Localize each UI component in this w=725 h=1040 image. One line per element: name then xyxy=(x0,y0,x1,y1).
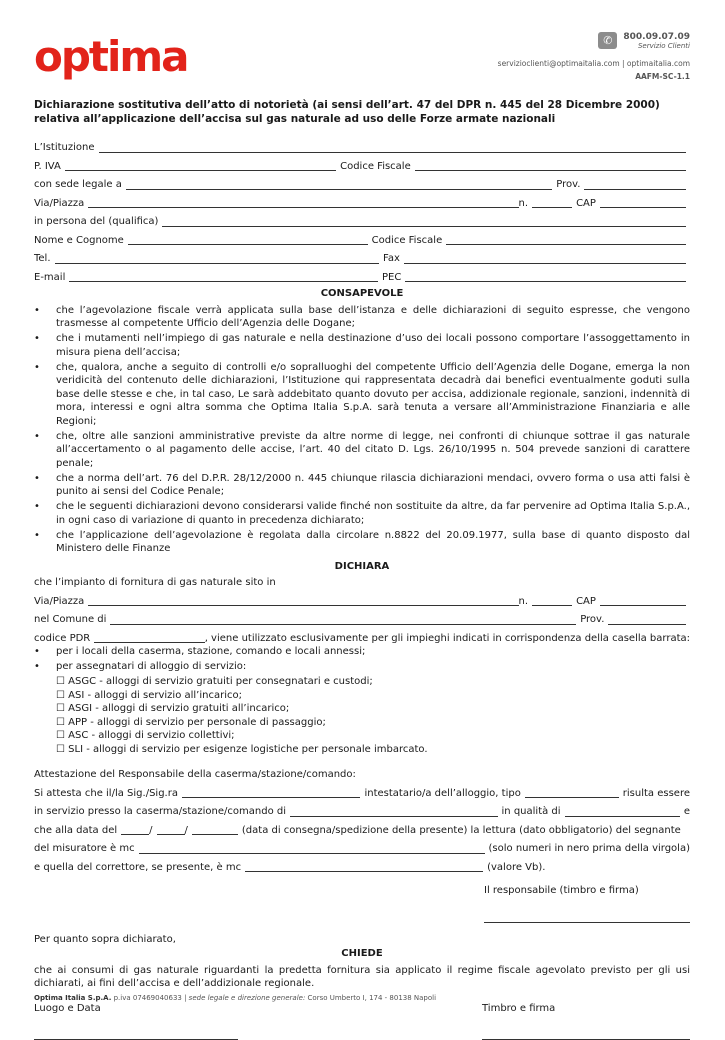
option-asgc[interactable]: ☐ ASGC - alloggi di servizio gratuiti per consegnatari e custodi; xyxy=(34,675,690,689)
label-prov: Prov. xyxy=(556,178,580,192)
field-piva-cf xyxy=(34,155,690,174)
field-pdr xyxy=(34,627,690,646)
list-item: • per i locali della caserma, stazione, comando e locali annessi; xyxy=(34,645,690,659)
label-impianto-n: n. xyxy=(519,595,529,609)
label-luogo-data: Luogo e Data xyxy=(34,1002,238,1016)
list-item: • che a norma dell’art. 76 del D.P.R. 28/12/2000 n. 445 chiunque rilascia dichiarazioni mendaci, ovvero forma o usa atti falsi è punito ai sensi del Codice Penale; xyxy=(34,472,690,499)
input-pdr[interactable] xyxy=(94,632,204,643)
option-asc[interactable]: ☐ ASC - alloggi di servizio collettivi; xyxy=(34,729,690,743)
per-quanto: Per quanto sopra dichiarato, xyxy=(34,933,690,947)
input-impianto-n[interactable] xyxy=(532,595,572,606)
footer-address: Corso Umberto I, 174 - 80138 Napoli xyxy=(305,994,436,1002)
input-giorno[interactable] xyxy=(121,824,149,835)
input-istituzione[interactable] xyxy=(99,142,686,153)
email-line[interactable]: servizioclienti@optimaitalia.com | optimaitalia.com xyxy=(498,59,690,68)
input-pec[interactable] xyxy=(405,271,686,282)
label-tel: Tel. xyxy=(34,252,51,266)
label-misuratore: del misuratore è mc xyxy=(34,842,135,856)
input-timbro-firma[interactable] xyxy=(482,1015,690,1040)
input-impianto-cap[interactable] xyxy=(600,595,686,606)
label-persona: in persona del (qualifica) xyxy=(34,215,158,229)
dichiara-intro: che l’impianto di fornitura di gas naturale sito in xyxy=(34,576,690,590)
label-n: n. xyxy=(519,197,529,211)
option-asgi[interactable]: ☐ ASGI - alloggi di servizio gratuiti all’incarico; xyxy=(34,702,690,716)
label-intestatario: intestatario/a dell’alloggio, tipo xyxy=(364,787,520,801)
sep-2: / xyxy=(185,824,188,838)
input-impianto-via[interactable] xyxy=(88,595,518,606)
field-email-pec xyxy=(34,266,690,285)
input-email[interactable] xyxy=(69,271,378,282)
label-comune: nel Comune di xyxy=(34,613,106,627)
input-cap[interactable] xyxy=(600,197,686,208)
input-qualita[interactable] xyxy=(565,806,680,817)
input-codice-fiscale[interactable] xyxy=(415,160,686,171)
label-qualita: in qualità di xyxy=(502,805,561,819)
label-vb: (valore Vb). xyxy=(487,861,545,875)
list-item: • che, oltre alle sanzioni amministrative previste da altre norme di legge, nei confronti di chiunque sottrae il gas naturale all’accertamento o al pagamento delle accise, l’art. 40 del citato D. Lgs. 26/10/1995 n. 504 prevede sanzioni di carattere penale; xyxy=(34,430,690,471)
input-anno[interactable] xyxy=(192,824,238,835)
label-impianto-via: Via/Piazza xyxy=(34,595,84,609)
label-solo-numeri: (solo numeri in nero prima della virgola) xyxy=(489,842,690,856)
attestazione-heading: Attestazione del Responsabile della caserma/stazione/comando: xyxy=(34,768,690,782)
label-pdr: codice PDR xyxy=(34,632,90,646)
field-via xyxy=(34,192,690,211)
attestazione-line-5 xyxy=(34,856,690,875)
label-e: e xyxy=(684,805,690,819)
phone-number[interactable]: 800.09.07.09 xyxy=(623,32,690,42)
label-nome-cognome: Nome e Cognome xyxy=(34,234,124,248)
doc-code: AAFM-SC-1.1 xyxy=(498,72,690,81)
label-cap: CAP xyxy=(576,197,596,211)
sep-1: / xyxy=(149,824,152,838)
attestazione-line-2 xyxy=(34,800,690,819)
input-nome-cognome[interactable] xyxy=(128,234,368,245)
label-servizio: in servizio presso la caserma/stazione/comando di xyxy=(34,805,286,819)
label-impianto-cap: CAP xyxy=(576,595,596,609)
footer-sede-label: sede legale e direzione generale: xyxy=(189,994,306,1002)
input-n[interactable] xyxy=(532,197,572,208)
footer xyxy=(34,994,436,1002)
input-correttore[interactable] xyxy=(245,861,483,872)
list-item: • che l’agevolazione fiscale verrà applicata sulla base dell’istanza e delle dichiarazioni di seguito espresse, che vengono trasmesse al competente Ufficio dell’Agenzia delle Dogane; xyxy=(34,304,690,331)
label-sig: Si attesta che il/la Sig./Sig.ra xyxy=(34,787,178,801)
label-data: che alla data del xyxy=(34,824,117,838)
label-responsabile: Il responsabile (timbro e firma) xyxy=(484,884,690,898)
input-persona[interactable] xyxy=(162,216,686,227)
label-lettura: (data di consegna/spedizione della presente) la lettura (dato obbligatorio) del segnante xyxy=(242,824,681,838)
label-correttore: e quella del correttore, se presente, è mc xyxy=(34,861,241,875)
input-caserma[interactable] xyxy=(290,806,498,817)
list-item: • che i mutamenti nell’impiego di gas naturale e nella destinazione d’uso dei locali possono comportare l’assoggettamento in misura piena dell’accisa; xyxy=(34,332,690,359)
list-item: • che, qualora, anche a seguito di controlli e/o sopralluoghi del competente Ufficio dell’Agenzia delle Dogane, emerga la non veridicità del contenuto delle dichiarazioni, l’Istituzione qui rappresentata decadrà dai benefici eventualmente goduti sulla base delle stesse e che, in tal caso, Le sarà addebitato quanto dovuto per accisa, addizionale regionale, sanzioni, indennità di mora, interessi e ogni altra somma che Optima Italia S.p.A. sarà tenuta a versare all’Amministrazione Finanziaria e alle Regioni; xyxy=(34,361,690,429)
input-luogo-data[interactable] xyxy=(34,1015,238,1040)
label-piva: P. IVA xyxy=(34,160,61,174)
field-impianto-via xyxy=(34,590,690,609)
list-item: • che l’applicazione dell’agevolazione è regolata dalla circolare n.8822 del 20.09.1977, sulla base di quanto disposto dal Ministero delle Finanze xyxy=(34,529,690,556)
page-title: Dichiarazione sostitutiva dell’atto di notorietà (ai sensi dell’art. 47 del DPR n. 445 del 28 Dicembre 2000) relativa all’applicazione dell’accisa sul gas naturale ad uso delle Forze armate nazionali xyxy=(34,98,690,126)
input-via-piazza[interactable] xyxy=(88,197,518,208)
input-misuratore[interactable] xyxy=(139,843,485,854)
chiede-text: che ai consumi di gas naturale riguardanti la predetta fornitura sia applicato il regime fiscale agevolato previsto per gli usi dichiarati, ai fini dell’accisa e dell’addizionale regionale. xyxy=(34,964,690,991)
input-mese[interactable] xyxy=(157,824,185,835)
input-sig[interactable] xyxy=(182,787,361,798)
label-impianto-prov: Prov. xyxy=(580,613,604,627)
label-via-piazza: Via/Piazza xyxy=(34,197,84,211)
heading-chiede: CHIEDE xyxy=(34,947,690,961)
phone-icon: ✆ xyxy=(598,32,617,49)
heading-dichiara: DICHIARA xyxy=(34,560,690,574)
label-email: E-mail xyxy=(34,271,65,285)
responsabile-signature xyxy=(34,884,690,923)
heading-consapevole: CONSAPEVOLE xyxy=(34,287,690,301)
phone-label: Servizio Clienti xyxy=(623,42,690,50)
field-impianto-comune xyxy=(34,608,690,627)
input-comune[interactable] xyxy=(110,614,576,625)
input-responsabile-firma[interactable] xyxy=(484,900,690,923)
label-risulta: risulta essere xyxy=(623,787,690,801)
field-tel-fax xyxy=(34,247,690,266)
input-codice-fiscale-2[interactable] xyxy=(446,234,686,245)
input-tel[interactable] xyxy=(55,253,379,264)
footer-company: Optima Italia S.p.A. xyxy=(34,994,111,1002)
field-istituzione xyxy=(34,136,690,155)
list-item: • che le seguenti dichiarazioni devono considerarsi valide finché non sostituite da altre, da far pervenire ad Optima Italia S.p.A., in ogni caso di variazione di quanto in precedenza dichiarato; xyxy=(34,500,690,527)
attestazione-line-3 xyxy=(34,819,690,838)
input-sede-legale[interactable] xyxy=(126,179,552,190)
label-fax: Fax xyxy=(383,252,400,266)
impieghi-list xyxy=(34,645,690,674)
label-timbro-firma: Timbro e firma xyxy=(482,1002,690,1016)
pdr-suffix: , viene utilizzato esclusivamente per gli impieghi indicati in corrispondenza della casella barrata: xyxy=(205,632,690,646)
label-codice-fiscale: Codice Fiscale xyxy=(340,160,411,174)
input-impianto-prov[interactable] xyxy=(608,614,686,625)
list-item: • per assegnatari di alloggio di servizio: xyxy=(34,660,690,674)
consapevole-list xyxy=(34,304,690,556)
label-istituzione: L’Istituzione xyxy=(34,141,95,155)
option-sli[interactable]: ☐ SLI - alloggi di servizio per esigenze logistiche per personale imbarcato. xyxy=(34,743,690,757)
form-body xyxy=(34,98,690,1040)
footer-piva: p.iva 07469040633 | xyxy=(111,994,188,1002)
input-tipo[interactable] xyxy=(525,787,619,798)
input-prov[interactable] xyxy=(584,179,686,190)
label-sede-legale: con sede legale a xyxy=(34,178,122,192)
final-signatures xyxy=(34,1002,690,1040)
header-contacts xyxy=(498,32,690,81)
input-piva[interactable] xyxy=(65,160,336,171)
attestazione-line-4 xyxy=(34,837,690,856)
option-app[interactable]: ☐ APP - alloggi di servizio per personale di passaggio; xyxy=(34,716,690,730)
field-sede xyxy=(34,173,690,192)
field-nome-cf xyxy=(34,229,690,248)
attestazione-line-1 xyxy=(34,782,690,801)
label-codice-fiscale-2: Codice Fiscale xyxy=(372,234,443,248)
input-fax[interactable] xyxy=(404,253,686,264)
option-asi[interactable]: ☐ ASI - alloggi di servizio all’incarico; xyxy=(34,689,690,703)
optima-logo: optima xyxy=(34,36,188,78)
label-pec: PEC xyxy=(382,271,401,285)
field-persona xyxy=(34,210,690,229)
